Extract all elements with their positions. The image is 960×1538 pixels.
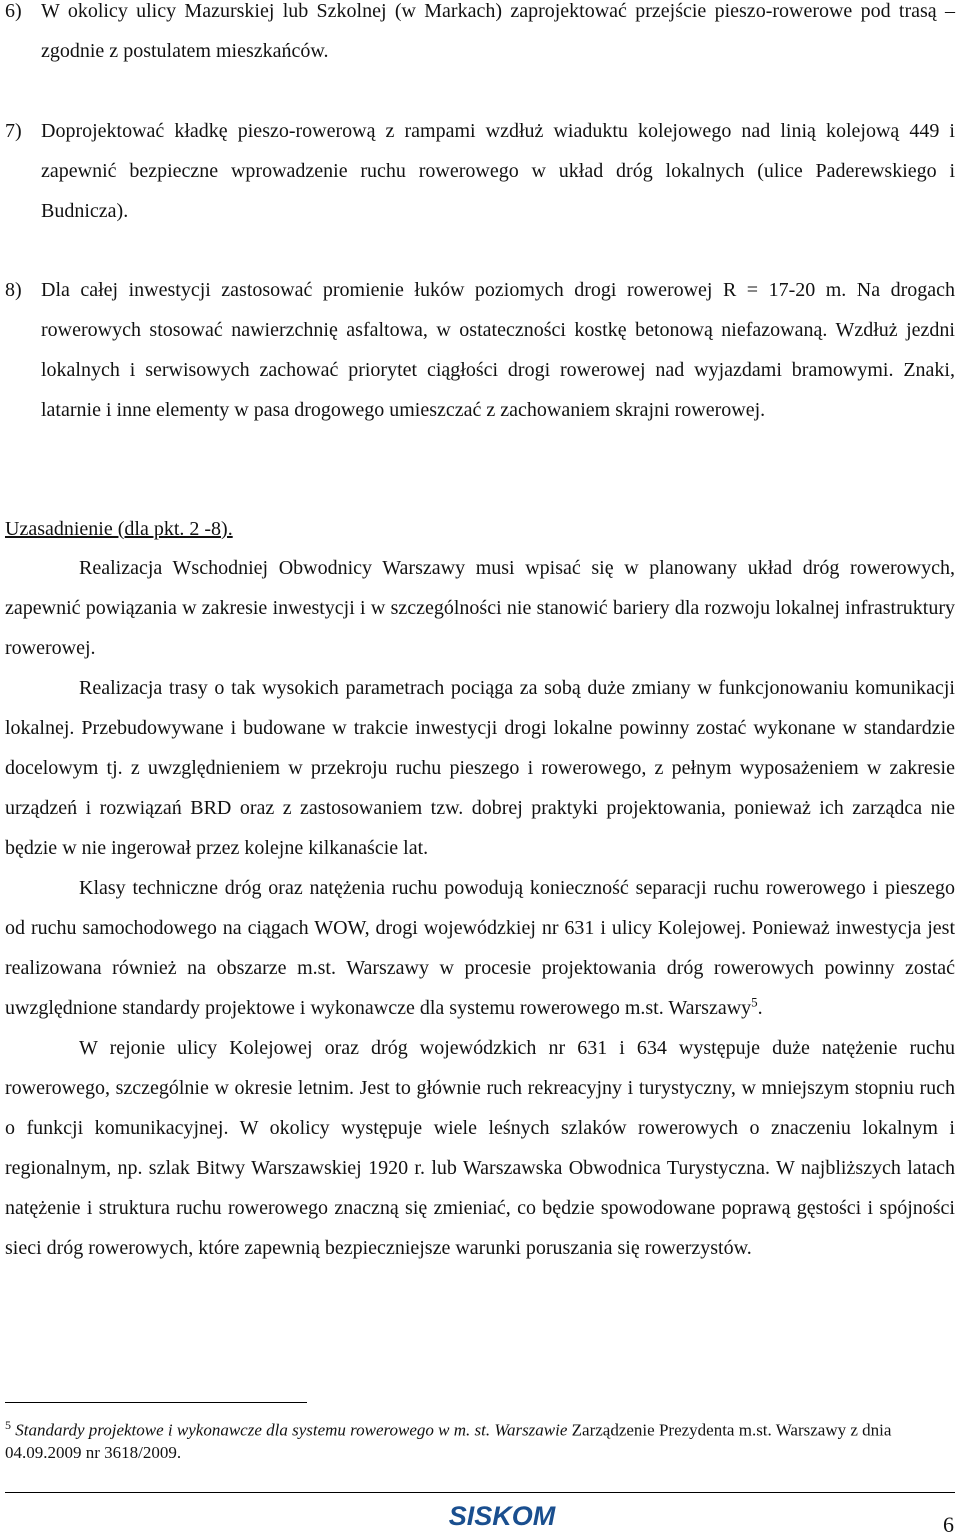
footnote-mark: 5 [5, 1418, 11, 1432]
footnote [5, 1414, 955, 1464]
section-heading: Uzasadnienie (dla pkt. 2 -8). [5, 518, 233, 540]
footnote-title: Standardy projektowe i wykonawcze dla systemu rowerowego w m. st. Warszawie [15, 1420, 568, 1440]
paragraph-4: W rejonie ulicy Kolejowej oraz dróg wojewódzkich nr 631 i 634 występuje duże natężenie ruchu rowerowego, szczególnie w okresie letnim. Jest to głównie ruch rekreacyjny i turystyczny, w mniejszym stopniu ruch o funkcji komunikacyjnej. W okolicy występuje wiele leśnych szlaków rowerowych o znaczeniu lokalnym i regionalnym, np. szlak Bitwy Warszawskiej 1920 r. lub Warszawska Obwodnica Turystyczna. W najbliższych latach natężenie i struktura ruchu rowerowego znaczną się zmieniać, co będzie spowodowane poprawą gęstości i spójności sieci dróg rowerowych, które zapewnią bezpieczniejsze warunki poruszania się rowerzystów. [5, 1037, 955, 1259]
item-number: 7) [5, 120, 22, 142]
paragraph-1: Realizacja Wschodniej Obwodnicy Warszawy musi wpisać się w planowany układ dróg rowerowych, zapewnić powiązania w zakresie inwestycji i w szczególności nie stanowić bariery dla rozwoju lokalnej infrastruktury rowerowej. [5, 557, 955, 659]
item-number: 6) [5, 0, 22, 22]
item-text: W okolicy ulicy Mazurskiej lub Szkolnej (w Markach) zaprojektować przejście pieszo-rowerowe pod trasą – zgodnie z postulatem mieszkańców. [41, 0, 955, 62]
footer-separator [5, 1492, 955, 1493]
item-6 [5, 0, 955, 71]
section-heading-block [5, 509, 955, 549]
item-number: 8) [5, 279, 22, 301]
siskom-logo [432, 1500, 572, 1530]
item-8 [5, 270, 955, 430]
item-text: Dla całej inwestycji zastosować promienie łuków poziomych drogi rowerowej R = 17-20 m. Na drogach rowerowych stosować nawierzchnię asfaltowa, w ostateczności kostkę betonową niefazowaną. Wzdłuż jezdni lokalnych i serwisowych zachować priorytet ciągłości drogi rowerowej nad wyjazdami bramowymi. Znaki, latarnie i inne elementy w pasa drogowego umieszczać z zachowaniem skrajni rowerowej. [41, 279, 955, 421]
justification-body [5, 548, 955, 1268]
item-7 [5, 111, 955, 231]
footnote-rest: Zarządzenie Prezydenta m.st. Warszawy z dnia 04.09.2009 nr 3618/2009. [5, 1420, 892, 1462]
paragraph-2: Realizacja trasy o tak wysokich parametrach pociąga za sobą duże zmiany w funkcjonowaniu komunikacji lokalnej. Przebudowywane i budowane w trakcie inwestycji drogi lokalne powinny zostać wykonane w standardzie docelowym tj. z uwzględnieniem w przekroju ruchu pieszego i rowerowego, z pełnym wyposażeniem w zakresie urządzeń i rozwiązań BRD oraz z zastosowaniem tzw. dobrej praktyki projektowania, ponieważ ich zarządca nie będzie w nie ingerował przez kolejne kilkanaście lat. [5, 677, 955, 859]
paragraph-3 [5, 868, 955, 1028]
paragraph-3-text: Klasy techniczne dróg oraz natężenia ruchu powodują konieczność separacji ruchu rowerowego i pieszego od ruchu samochodowego na ciągach WOW, drogi wojewódzkiej nr 631 i ulicy Kolejowej. Ponieważ inwestycja jest realizowana również na obszarze m.st. Warszawy w procesie projektowania dróg rowerowych powinny zostać uwzględnione standardy projektowe i wykonawcze dla systemu rowerowego m.st. Warszawy [5, 877, 955, 1019]
footnote-separator [5, 1402, 307, 1403]
item-text: Doprojektować kładkę pieszo-rowerową z rampami wzdłuż wiaduktu kolejowego nad linią kolejową 449 i zapewnić bezpieczne wprowadzenie ruchu rowerowego w układ dróg lokalnych (ulice Paderewskiego i Budnicza). [41, 120, 955, 222]
logo-text: SISKOM [448, 1501, 556, 1530]
page-number: 6 [943, 1512, 954, 1537]
paragraph-3-end: . [757, 997, 763, 1019]
footnote-ref: 5 [751, 994, 758, 1010]
